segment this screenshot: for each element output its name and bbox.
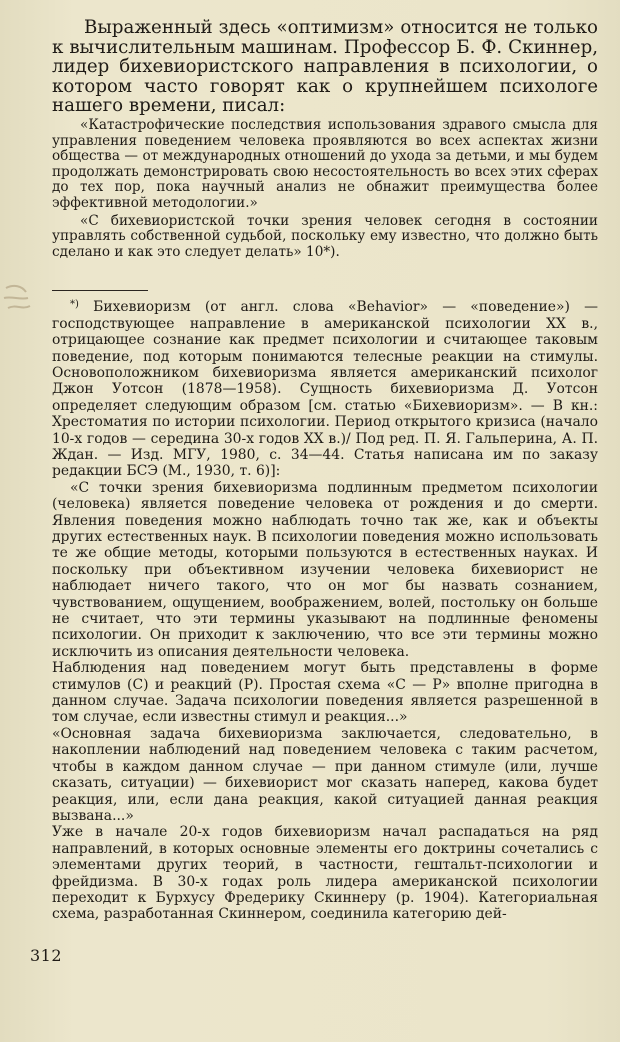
footnote-paragraph-4: «Основная задача бихевиоризма заключается, следовательно, в накоплении наблюдений над поведением человека с таким расчетом, чтобы в каждом данном случае — при данном стимуле (или, лучше сказать, ситуации) — бихевиорист мог сказать наперед, какова будет реакция, или, если дана реакция, какой ситуацией данная реакция вызвана...»	[52, 725, 598, 824]
quote-catastrophic: «Катастрофические последствия использования здравого смысла для управления поведением человека проявляются во всех аспектах жизни общества — от международных отношений до ухода за детьми, и мы будем продолжать демонстрировать свою несостоятельность во всех этих сферах до тех пор, пока научный анализ не обнажит преимущества более эффективной методологии.»	[52, 116, 598, 211]
intro-paragraph: Выраженный здесь «оптимизм» относится не только к вычислительным машинам. Профессор Б. Ф. Скиннер, лидер бихевиористского направления в психологии, о котором часто говорят как о крупнейшем психологе нашего времени, писал:	[52, 17, 598, 117]
main-text	[52, 18, 598, 260]
page-number: 312	[30, 946, 63, 965]
quote-behaviorist	[52, 214, 598, 261]
footnote-paragraph-3: Наблюдения над поведением могут быть представлены в форме стимулов (С) и реакций (Р). Простая схема «С — Р» вполне пригодна в данном случае. Задача психологии поведения является разрешенной в том случае, если известны стимул и реакция...»	[52, 660, 598, 726]
footnote-divider	[52, 290, 148, 291]
footnote-definition: Бихевиоризм (от англ. слова «Behavior» — «поведение») — господствующее направление в американской психологии XX в., отрицающее сознание как предмет психологии и считающее таковым поведение, под которым понимаются телесные реакции на стимулы. Основоположником бихевиоризма является американский психолог Джон Уотсон (1878—1958). Сущность бихевиоризма Д. Уотсон определяет следующим образом [см. статью «Бихевиоризм». — В кн.: Хрестоматия по истории психологии. Период открытого кризиса (начало 10-х годов — середина 30-х годов XX в.)/ Под ред. П. Я. Гальперина, А. П. Ждан. — Изд. МГУ, 1980, с. 34—44. Статья написана им по заказу редакции БСЭ (М., 1930, т. 6)]:	[52, 299, 598, 480]
footnote-paragraph-1	[52, 297, 598, 479]
quote-behaviorist-text: «С бихевиористской точки зрения человек сегодня в состоянии управлять собственной судьбой, поскольку ему известно, что должно быть сделано и как это следует делать»	[52, 212, 598, 260]
footnote	[52, 297, 598, 922]
footnote-marker: *)	[70, 299, 79, 311]
footnote-paragraph-5: Уже в начале 20-х годов бихевиоризм начал распадаться на ряд направлений, в которых основные элементы его доктрины сочетались с элементами других теорий, в частности, гештальт-психологии и фрейдизма. В 30-х годах роль лидера американской психологии переходит к Бурхусу Фредерику Скиннеру (р. 1904). Категориальная схема, разработанная Скиннером, соединила категорию дей-	[52, 824, 598, 923]
footnote-paragraph-2: «С точки зрения бихевиоризма подлинным предметом психологии (человека) является поведение человека от рождения и до смерти. Явления поведения можно наблюдать точно так же, как и объекты других естественных наук. В психологии поведения можно использовать те же общие методы, которыми пользуются в естественных науках. И поскольку при объективном изучении человека бихевиорист не наблюдает ничего такого, что он мог бы назвать сознанием, чувствованием, ощущением, воображением, волей, постольку он больше не считает, что эти термины указывают на подлинные феномены психологии. Он приходит к заключению, что все эти термины можно исключить из описания деятельности человека.	[52, 479, 598, 660]
library-stamp-icon	[0, 280, 40, 320]
footnote-reference: 10*).	[306, 243, 340, 260]
